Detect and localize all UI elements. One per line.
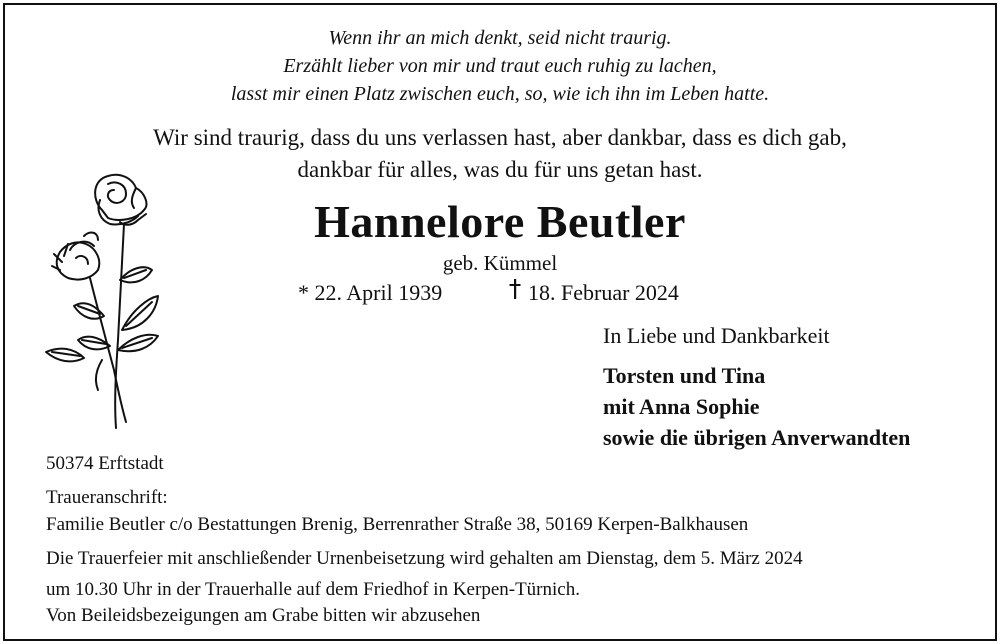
poem-line-2: Erzählt lieber von mir und traut euch ruhig zu lachen, [283,55,717,77]
location: 50374 Erftstadt [46,453,164,474]
service-line-2: um 10.30 Uhr in der Trauerhalle auf dem Friedhof in Kerpen-Türnich. [46,579,580,600]
death-date-group [508,278,679,308]
mourner-name: sowie die übrigen Anverwandten [603,425,911,450]
poem [0,24,1000,108]
address: Familie Beutler c/o Bestattungen Brenig, Berrenrather Straße 38, 50169 Kerpen-Balkhausen [46,514,749,535]
mourners-lead: In Liebe und Dankbarkeit [603,323,830,348]
address-label: Traueranschrift: [46,487,168,508]
intro-line-1: Wir sind traurig, dass du uns verlassen hast, aber dankbar, dass es dich gab, [153,125,847,150]
birth-date: * 22. April 1939 [298,280,443,305]
deceased-name: Hannelore Beutler [314,196,686,247]
intro-line-2: dankbar für alles, was du für uns getan hast. [297,157,703,182]
poem-line-3: lasst mir einen Platz zwischen euch, so, wie ich ihn im Leben hatte. [230,83,770,105]
mourner-name: Torsten und Tina [603,363,766,388]
service-line-1: Die Trauerfeier mit anschließender Urnenbeisetzung wird gehalten am Dienstag, dem 5. März 2024 [46,548,803,569]
mourner-name: mit Anna Sophie [603,394,760,419]
mourners-block [603,320,910,453]
death-date: 18. Februar 2024 [528,280,679,305]
maiden-name: geb. Kümmel [442,251,558,275]
condolence-note: Von Beileidsbezeigungen am Grabe bitten wir abzusehen [46,605,481,626]
cross-icon [508,278,522,300]
poem-line-1: Wenn ihr an mich denkt, seid nicht traurig. [328,27,672,49]
